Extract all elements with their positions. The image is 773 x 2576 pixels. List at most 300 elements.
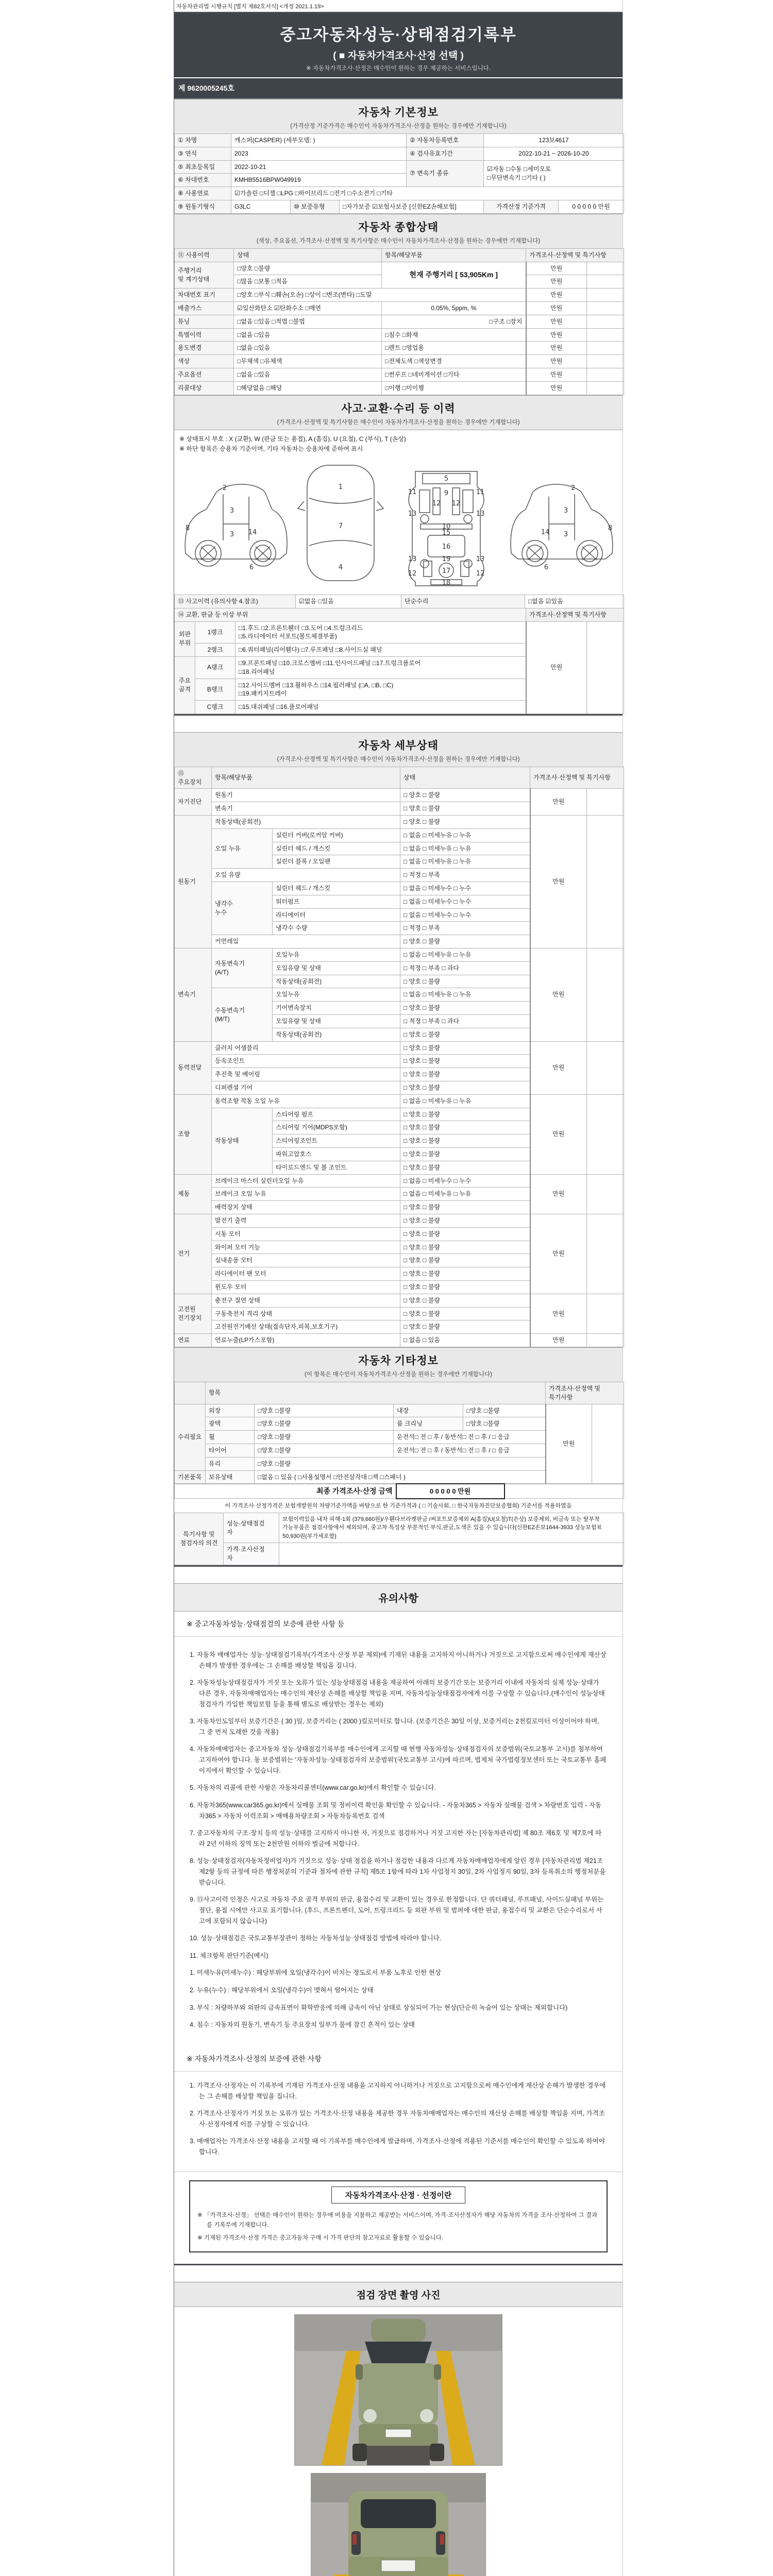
overall-cell[interactable]: □전체도색 □색상변경: [382, 355, 526, 368]
detail-cell: [587, 948, 624, 1042]
diagram-number: 10: [442, 522, 451, 531]
detail-cell: 수동변속기 (M/T): [212, 988, 273, 1041]
detail-cell: 추진축 및 베어링: [212, 1068, 400, 1081]
etc-cell: 항목: [206, 1382, 546, 1404]
final-price-table: [174, 1483, 624, 1499]
block-notice: [174, 1583, 623, 2265]
detail-cell: [587, 1041, 624, 1094]
acc2-cell: 1랭크: [195, 621, 236, 643]
diagram-number: 5: [444, 474, 449, 483]
etc-cell[interactable]: □양호 □불량: [463, 1417, 546, 1431]
basic1-cell: ⑦ 변속기 종류: [407, 160, 484, 187]
section-etc-subtitle: (이 항목은 매수인이 자동차가격조사·산정을 원하는 경우에만 기재합니다): [305, 1371, 492, 1378]
overall-cell: 주행거리 및 계기상태: [175, 262, 234, 289]
cautions-item: 1. 미세누유(미세누수) : 해당부위에 오일(냉각수)이 비치는 정도로서 부품 노후로 인한 현상: [190, 1969, 441, 1977]
detail-cell: 브레이크 마스터 실린더오일 누유: [212, 1174, 400, 1188]
detail-cell[interactable]: □ 양호 □ 불량: [400, 1307, 530, 1320]
basic1-cell: ⑤ 최초등록일: [175, 160, 231, 174]
basic1-cell: ② 자동차등록번호: [407, 134, 484, 147]
page-title: 중고자동차성능·상태점검기록부: [280, 26, 517, 44]
detail-cell[interactable]: □ 양호 □ 불량: [400, 1002, 530, 1015]
section-basic-title: 자동차 기본정보: [358, 107, 439, 118]
diagram-number: 12: [432, 499, 441, 507]
acc2-cell: [587, 621, 624, 714]
etc-cell: 수리필요: [175, 1404, 206, 1470]
detail-cell: 오일 누유: [212, 828, 273, 868]
detail-cell[interactable]: □ 양호 □ 불량: [400, 1294, 530, 1307]
detail-cell: 등속조인트: [212, 1055, 400, 1068]
detail-cell: 만원: [530, 1214, 587, 1294]
basic1-cell: KMHB5516BPW049919: [231, 174, 407, 187]
detail-cell: 실린더 헤드 / 개스킷: [273, 842, 400, 855]
detail-cell: 변속기: [175, 948, 212, 1042]
basic1-cell: ④ 검사유효기간: [407, 147, 484, 160]
final-cell: 최종 가격조사·산정 금액: [175, 1484, 396, 1499]
cautions-item: 1. 자동차 매매업자는 성능·상태점검기록부(가격조사·산정 부분 제외)에 기재된 내용을 고지하지 아니하거나 거짓으로 고지함으로써 매수인에게 재산상 손해가 발생한 경우에는 그 손해를 배상할 책임을 집니다.: [190, 1651, 607, 1669]
detail-cell: 구동축전지 격리 상태: [212, 1307, 400, 1320]
detail-cell: 커먼레일: [212, 935, 400, 948]
basic2-cell[interactable]: □자가보증 ☑보험사보증 [신한EZ손해보험]: [340, 200, 484, 213]
diagram-number: 7: [338, 522, 343, 530]
basic1-cell: 2022-10-21 ~ 2026-10-20: [484, 147, 624, 160]
detail-cell[interactable]: □ 양호 □ 불량: [400, 1068, 530, 1081]
section-overall-title: 자동차 종합상태: [358, 221, 439, 233]
detail-cell: [587, 789, 624, 816]
overall-cell: 용도변경: [175, 342, 234, 355]
detail-cell: 만원: [530, 1041, 587, 1094]
detail-cell[interactable]: □ 양호 □ 불량: [400, 816, 530, 829]
overall-cell: [587, 315, 624, 328]
detail-cell: 디퍼렌셜 기어: [212, 1081, 400, 1095]
detail-cell[interactable]: □ 없음 □ 미세누수 □ 누수: [400, 908, 530, 922]
overall-cell: ⑪ 사용이력: [175, 248, 234, 262]
detail-cell[interactable]: □ 양호 □ 불량: [400, 1280, 530, 1294]
overall-cell[interactable]: □구조 □장치: [382, 315, 526, 328]
service-note: ※ 자동차가격조사·산정은 매수인이 원하는 경우 제공하는 서비스입니다.: [306, 65, 491, 72]
etc-cell: 광택: [206, 1417, 255, 1431]
detail-cell: [587, 1094, 624, 1174]
detail-cell[interactable]: □ 적정 □ 부족 □ 과다: [400, 961, 530, 975]
section-etc-header: [174, 1347, 623, 1382]
detail-cell[interactable]: □ 양호 □ 불량: [400, 802, 530, 816]
detail-cell: 실린더 블록 / 오일팬: [273, 855, 400, 869]
status-symbol-legend: [174, 430, 623, 455]
detail-cell: 조향: [175, 1094, 212, 1174]
detail-cell: 제동: [175, 1174, 212, 1214]
acc1-cell: 단순수리: [401, 595, 525, 608]
opinion-cell: 보험이력있음 내차 피해-1회 (379,660원)/우휀다브라켓판금 /써포트보증제외 A(흠집)U(요철)T(손상) 보증제외, 비금속 또는 탈부착 가능부품은 점검사항에서 제외되며, 중고차 특성상 부분적인 부식,판금,도색은 있을 수 있습니다(신한EZ손보1644-3933 성능보험료 50,930원(부가세포함): [279, 1513, 624, 1543]
etc-cell[interactable]: □양호 □불량: [463, 1404, 546, 1417]
diagram-number: 12: [451, 499, 461, 507]
acc2-cell[interactable]: □15.대쉬패널 □16.플로어패널: [236, 701, 526, 714]
overall-cell[interactable]: □침수 □화재: [382, 328, 526, 342]
detail-cell[interactable]: □ 양호 □ 불량: [400, 1254, 530, 1267]
detail-cell: 실린더 헤드 / 개스킷: [273, 882, 400, 895]
overall-cell[interactable]: □양호 □부식 □훼손(오손) □상이 □변조(변타) □도말: [234, 289, 526, 302]
overall-cell: 만원: [526, 355, 587, 368]
overall-cell: 차대번호 표기: [175, 289, 234, 302]
acc1-cell[interactable]: ☑없음 □있음: [296, 595, 401, 608]
detail-cell: 라디에이터: [273, 908, 400, 922]
detail-cell[interactable]: □ 적정 □ 부족 □ 과다: [400, 1015, 530, 1028]
detail-cell: 오일누유: [273, 948, 400, 962]
acc2-cell[interactable]: □6.쿼터패널(리어휀다) □7.루프패널 □8.사이드실 패널: [236, 643, 526, 657]
basic1-cell: 캐스퍼(CASPER) (세부모델: ): [231, 134, 407, 147]
overall-cell[interactable]: □양호 □불량: [234, 262, 382, 275]
overall-cell: 만원: [526, 289, 587, 302]
price_notes-item: 2. 가격조사·산정자가 거짓 또는 오류가 있는 가격조사·산정 내용을 제공한 경우 자동차매매업자는 매수인의 재산상 손해를 배상할 책임을 지며, 가격조사·산정자에게 이를 구상할 수 있습니다.: [190, 2110, 605, 2128]
detail-cell: 워터펌프: [273, 895, 400, 908]
report-number: 제 9620005245호: [174, 78, 623, 99]
page-subtitle: ( ■ 자동차가격조사·산정 선택 ): [333, 50, 464, 61]
detail-cell: ⑮ 주요장치: [175, 767, 212, 789]
detail-cell[interactable]: □ 양호 □ 불량: [400, 1161, 530, 1174]
detail-cell: [587, 1334, 624, 1347]
cautions-item: 4. 자동차매매업자는 중고자동차 성능·상태점검기록부를 매수인에게 고지할 때 현행 자동차성능·상태점검자의 보증범위(국토교통부 고시)를 첨부하여 고지하여야 합니다. 동 보증범위는 '자동차성능·상태점검자의 보증범위'(국토교통부 고시)에 따르며, 법제처 국가법령정보센터 또는 국토교통부 홈페이지에서 확인할 수 있습니다.: [190, 1745, 607, 1774]
inspection-photo-rear: [311, 2473, 486, 2576]
detail-cell: 만원: [530, 789, 587, 816]
acc2-cell: 주요 골격: [175, 656, 195, 714]
acc2-cell[interactable]: □1.후드 □2.프론트휀더 □3.도어 □4.트렁크리드 □5.라디에이터 서포트(볼트체결부품): [236, 621, 526, 643]
diagram-number: 11: [476, 488, 485, 496]
overall-cell: [587, 289, 624, 302]
detail-cell: 브레이크 오일 누유: [212, 1188, 400, 1201]
cautions-item: 10. 성능·상태점검은 국토교통부장관이 정하는 자동차성능·상태점검 방법에 따라야 합니다.: [190, 1935, 442, 1942]
overall-state-table: [174, 248, 624, 395]
overall-cell: 현재 주행거리 [ 53,905Km ]: [382, 262, 526, 289]
diagram-number: 18: [442, 579, 451, 587]
etc-cell: 기본품목: [175, 1470, 206, 1484]
select_notes-item: ※ 「가격조사·산정」 선택은 매수인이 원하는 경우에 비용을 지불하고 제공받는 서비스이며, 가격·조사산정자가 해당 자동차의 가격을 조사·산정하여 그 결과를 기록부에 기재합니다.: [197, 2212, 598, 2228]
basic2-cell: ⑨ 원동기형식: [175, 200, 231, 213]
detail-cell[interactable]: □ 양호 □ 불량: [400, 1320, 530, 1334]
detail-cell[interactable]: □ 양호 □ 불량: [400, 1241, 530, 1254]
basic2-cell: 가격산정 기준가격: [484, 200, 559, 213]
cautions-item: 6. 자동차365(www.car365.go.kr)에서 실매물 조회 및 정비이력 확인을 확인할 수 있습니다. - 자동차365 > 자동차 실매물 검색 > 차량번호 입력 - 자동차365 > 자동차 이력조회 > 매매용차량조회 > 자동차등록번호 검색: [190, 1801, 602, 1820]
overall-cell: 만원: [526, 315, 587, 328]
overall-cell: [587, 275, 624, 289]
notice-subheading: ※ 중고자동차성능·상태점검의 보증에 관한 사항 등: [174, 1612, 623, 1637]
cautions-item: 3. 부식 : 차량하부와 외판의 금속표면이 화학반응에 의해 금속이 아닌 상태로 상실되어 가는 현상(단순히 녹슬어 있는 상태는 제외합니다): [190, 2004, 568, 2011]
detail-cell[interactable]: □ 양호 □ 불량: [400, 1028, 530, 1041]
etc-cell[interactable]: 운전석□ 전 □ 후 / 동반석□ 전 □ 후 / □ 응급: [394, 1431, 546, 1444]
etc-cell[interactable]: □양호 □불량: [255, 1404, 394, 1417]
detail-cell[interactable]: □ 양호 □ 불량: [400, 1214, 530, 1227]
overall-cell[interactable]: □없음 □있음 □적법 □불법: [234, 315, 382, 328]
overall-cell: 만원: [526, 301, 587, 315]
detail-cell: 연료누출(LP가스포함): [212, 1334, 400, 1347]
detail-cell[interactable]: □ 없음 □ 있음: [400, 1334, 530, 1347]
overall-cell: [587, 342, 624, 355]
detail-cell[interactable]: □ 양호 □ 불량: [400, 1055, 530, 1068]
section-accident-title: 사고·교환·수리 등 이력: [341, 402, 456, 415]
detail-cell[interactable]: □ 없음 □ 미세누수 □ 누수: [400, 882, 530, 895]
detail-cell: [587, 1214, 624, 1294]
overall-cell[interactable]: □없음 □있음: [234, 368, 382, 381]
detail-cell[interactable]: □ 양호 □ 불량: [400, 1201, 530, 1214]
cautions-item: 2. 자동차성능상태점검자가 거짓 또는 오류가 있는 성능상태점검 내용을 제공하여 아래의 보증기간 또는 보증거리 이내에 자동차의 실제 성능·상태가 다른 경우, 자동차매매업자는 매수인의 재산상 손해를 배상할 책임을 지며, 자동차성능상태점검자에게 이를 구상할 수 있습니다.(매수인이 성능상태점검자가 가입한 책임보험 등을 통해 별도로 배상받는 경우는 제외): [190, 1679, 605, 1708]
detail-cell[interactable]: □ 양호 □ 불량: [400, 1121, 530, 1134]
etc-cell[interactable]: □양호 □불량: [255, 1457, 546, 1470]
acc2-cell: B랭크: [195, 679, 236, 701]
etc-cell: 내장: [394, 1404, 463, 1417]
acc2-cell: A랭크: [195, 656, 236, 679]
section-basic-subtitle: (가격산정 기준가격은 매수인이 자동차가격조사·산정을 원하는 경우에만 기재합니다): [290, 123, 507, 129]
section-detail-header: [174, 732, 623, 767]
etc-cell[interactable]: □양호 □불량: [255, 1431, 394, 1444]
diagram-number: 2: [570, 484, 576, 492]
price_notes-item: 1. 가격조사·산정자는 이 기록부에 기재된 가격조사·산정 내용을 고지하지 아니하거나 거짓으로 고지함으로써 매수인에게 재산상 손해가 발생한 경우에는 그 손해를 배상할 책임을 집니다.: [190, 2081, 606, 2100]
etc-cell: 유리: [206, 1457, 255, 1470]
cautions-item: 7. 중고자동차의 구조·장치 등의 성능·상태를 고지하지 아니한 자, 거짓으로 점검하거나 거짓 고지한 자는 [자동차관리법] 제 80조 제6호 및 제7호에 따라 2년 이하의 징역 또는 2천만원 이하의 벌금에 처합니다.: [190, 1829, 602, 1848]
basic2-cell: ⑩ 보증유형: [291, 200, 340, 213]
diagram-number: 3: [229, 506, 234, 515]
diagram-number: 17: [442, 567, 451, 575]
price-notes-list: [174, 2072, 623, 2172]
price_notes-item: 3. 매매업자는 가격조사·산정 내용을 고지할 때 이 기록부를 매수인에게 발급하며, 가격조사·산정에 적용된 기준서를 매수인이 확인할 수 있도록 하여야 합니다.: [190, 2138, 605, 2156]
diagram-number: 6: [544, 563, 549, 571]
etc-cell: 휠: [206, 1431, 255, 1444]
etc-cell: 외장: [206, 1404, 255, 1417]
detail-cell: 스티어링 펌프: [273, 1108, 400, 1121]
detail-cell: 실린더 커버(로커암 커버): [273, 828, 400, 842]
etc-cell[interactable]: □없음 □ 있음 ( □사용설명서 □안전삼각대 □잭 □스패너 ): [255, 1470, 546, 1484]
acc2-cell: 2랭크: [195, 643, 236, 657]
detail-cell: 변속기: [212, 802, 400, 816]
block-detail: [174, 732, 623, 1567]
detail-cell[interactable]: □ 양호 □ 불량: [400, 789, 530, 802]
detail-cell: 만원: [530, 1094, 587, 1174]
detail-cell: 발전기 출력: [212, 1214, 400, 1227]
legend-line2: ※ 하단 항목은 승용차 기준이며, 기타 자동차는 승용차에 준하여 표시: [179, 445, 363, 452]
detail-cell[interactable]: □ 양호 □ 불량: [400, 1134, 530, 1148]
detail-cell: 자동변속기 (A/T): [212, 948, 273, 988]
acc2-cell: C랭크: [195, 701, 236, 714]
basic2-cell: G3LC: [231, 200, 291, 213]
notice-title: 유의사항: [174, 1584, 623, 1612]
overall-cell: 만원: [526, 368, 587, 381]
block-summary: [174, 99, 623, 716]
overall-cell[interactable]: □렌트 □영업용: [382, 342, 526, 355]
overall-cell[interactable]: □썬루프 □네비게이션 □기타: [382, 368, 526, 381]
final-cell: 0 0 0 0 0 만원: [396, 1484, 505, 1499]
detail-cell[interactable]: □ 양호 □ 불량: [400, 1108, 530, 1121]
overall-cell: 가격조사·산정액 및 특기사항: [526, 248, 624, 262]
block-photos: [174, 2282, 623, 2576]
cautions-item: 8. 성능·상태점검자(자동차정비업자)가 거짓으로 성능·상태 점검을 하거나 점검한 내용과 다르게 자동차매매업자에게 알린 경우 [자동차관리법 제21조 제2항 등의 규정에 따른 행정처분의 기준과 절차에 관한 규칙] 제5조 1항에 따라 1차 사업정지 30일, 2차 사업정지 90일, 3차 등록취소의 행정처분을 받습니다.: [190, 1857, 606, 1886]
acc2-cell[interactable]: □9.프론트패널 □10.크로스멤버 □11.인사이드패널 □17.트렁크플로어 □18.리어패널: [236, 656, 526, 679]
diagram-number: 6: [249, 563, 254, 571]
accident-history-table: [174, 595, 624, 608]
detail-cell: 라디에이터 팬 모터: [212, 1267, 400, 1281]
basic1-cell[interactable]: ☑가솔린 □디젤 □LPG □하이브리드 □전기 □수소전기 □기타: [231, 187, 624, 200]
etc-cell: [175, 1382, 206, 1404]
detail-cell[interactable]: □ 양호 □ 불량: [400, 1041, 530, 1055]
detail-cell: 연료: [175, 1334, 212, 1347]
detail-cell[interactable]: □ 양호 □ 불량: [400, 1148, 530, 1161]
basic-info-table: [174, 133, 624, 200]
overall-cell: 색상: [175, 355, 234, 368]
final-price-note: 이 가격조사·산정가격은 보험개발원의 차량기준가액을 바탕으로 한 기준가격과 ( □ 기술사회, □ 한국자동차진단보증협회) 기준서를 적용하였음: [174, 1499, 623, 1513]
section-detail-title: 자동차 세부상태: [358, 739, 439, 752]
detail-cell[interactable]: □ 양호 □ 불량: [400, 1267, 530, 1281]
detail-cell[interactable]: □ 없음 □ 미세누유 □ 누유: [400, 842, 530, 855]
diagram-number: 13: [476, 555, 485, 563]
detail-cell[interactable]: □ 양호 □ 불량: [400, 1227, 530, 1241]
overall-cell[interactable]: □많음 □보통 □적음: [234, 275, 382, 289]
basic1-cell: 2023: [231, 147, 407, 160]
cautions-item: 4. 침수 : 자동차의 원동기, 변속기 등 주요장치 일부가 물에 잠긴 흔적이 있는 상태: [190, 2021, 415, 2029]
overall-cell: [587, 381, 624, 395]
overall-cell[interactable]: □무채색 □유채색: [234, 355, 382, 368]
detail-cell[interactable]: □ 없음 □ 미세누유 □ 누유: [400, 855, 530, 869]
cautions-list: [174, 1637, 623, 2046]
detail-cell: 오일 유량: [212, 869, 400, 882]
etc-cell[interactable]: 운전석□ 전 □ 후 / 동반석□ 전 □ 후 / □ 응급: [394, 1444, 546, 1457]
inspection-photo-front: [294, 2314, 502, 2466]
section-accident-subtitle: (가격조사·산정액 및 특기사항은 매수인이 자동차가격조사·산정을 원하는 경우에만 기재합니다): [277, 419, 520, 426]
diagram-number: 13: [408, 555, 417, 563]
detail-cell[interactable]: □ 없음 □ 미세누유 □ 누유: [400, 1188, 530, 1201]
diagram-number: 13: [408, 510, 417, 518]
detail-cell[interactable]: □ 없음 □ 미세누수 □ 누수: [400, 895, 530, 908]
detail-cell: 만원: [530, 816, 587, 948]
detail-cell: 작동상태(공회전): [273, 1028, 400, 1041]
detail-cell: 클러치 어셈블리: [212, 1041, 400, 1055]
overall-cell[interactable]: □없음 □있음: [234, 328, 382, 342]
detail-cell: 고전원전기배선 상태(접속단자,피복,보호기구): [212, 1320, 400, 1334]
detail-cell[interactable]: □ 적정 □ 부족: [400, 869, 530, 882]
section-overall-subtitle: (색상, 주요옵션, 가격조사·산정액 및 특기사항은 매수인이 자동차가격조사·산정을 원하는 경우에만 기재합니다): [256, 238, 541, 244]
detail-cell: 만원: [530, 948, 587, 1042]
diagram-number: 15: [442, 529, 451, 537]
diagram-number: 8: [608, 524, 613, 532]
car-diagram-area: [174, 455, 623, 595]
overall-cell: [587, 328, 624, 342]
diagram-number: 4: [338, 563, 343, 571]
diagram-number: 11: [408, 488, 417, 496]
overall-cell: 배출가스: [175, 301, 234, 315]
overall-cell: 만원: [526, 381, 587, 395]
detail-cell[interactable]: □ 양호 □ 불량: [400, 975, 530, 988]
detail-cell: 항목/해당부품: [212, 767, 400, 789]
detail-cell: 오일누유: [273, 988, 400, 1002]
basic1-cell: ① 차명: [175, 134, 231, 147]
acc1-cell[interactable]: □없음 ☑있음: [525, 595, 624, 608]
overall-cell: 0.05%, 5ppm, %: [382, 301, 526, 315]
basic1-cell[interactable]: ☑자동 □수동 □세미오토 □무단변속기 □기타 ( ): [484, 160, 624, 187]
overall-cell: [587, 355, 624, 368]
overall-cell: 리콜대상: [175, 381, 234, 395]
cautions-item: 5. 자동차의 리콜에 관한 사항은 자동차리콜센터(www.car.go.kr)에서 확인할 수 있습니다.: [190, 1784, 436, 1792]
detail-cell: 동력조향 작동 오일 누유: [212, 1094, 400, 1108]
photos-title: 점검 장면 촬영 사진: [174, 2282, 623, 2307]
detail-cell: 만원: [530, 1174, 587, 1214]
detail-cell: 배력장치 상태: [212, 1201, 400, 1214]
detail-cell: 냉각수 누수: [212, 882, 273, 935]
basic1-cell: 2022-10-21: [231, 160, 407, 174]
final-cell: [505, 1484, 624, 1499]
diagram-number: 3: [563, 506, 568, 515]
acc2-cell[interactable]: □12.사이드멤버 □13.휠하우스 □14.필러패널 (□A, □B, □C) □19.패키지트레이: [236, 679, 526, 701]
car-panel-diagram: [174, 458, 624, 587]
section-etc-title: 자동차 기타정보: [358, 1354, 439, 1367]
detail-cell: 충전구 절연 상태: [212, 1294, 400, 1307]
select_notes-item: ※ 기재된 가격조사·산정 가격은 중고자동차 구매 시 가격 판단의 참고자료로 활용할 수 있습니다.: [197, 2234, 444, 2241]
etc-cell: 룸 크리닝: [394, 1417, 463, 1431]
overall-cell: 상태: [234, 248, 382, 262]
overall-cell[interactable]: □없음 □있음: [234, 342, 382, 355]
acc2-cell: 만원: [526, 621, 587, 714]
detail-cell: 기어변속장치: [273, 1002, 400, 1015]
acc2-cell: 가격조사·산정액 및 특기사항: [526, 608, 624, 621]
diagram-number: 8: [185, 524, 190, 532]
detail-cell: 타이로드엔드 및 볼 조인트: [273, 1161, 400, 1174]
diagram-number: 3: [563, 530, 568, 538]
legend-line1: ※ 상태표시 부호 : X (교환), W (판금 또는 용접), A (흠집), U (요철), C (부식), T (손상): [179, 435, 406, 443]
overall-cell: 만원: [526, 342, 587, 355]
detail-cell: 자기진단: [175, 789, 212, 816]
detail-cell[interactable]: □ 없음 □ 미세누유 □ 누유: [400, 948, 530, 962]
diagram-number: 14: [541, 528, 550, 536]
diagram-number: 3: [229, 530, 234, 538]
etc-cell[interactable]: □양호 □불량: [255, 1444, 394, 1457]
diagram-number: 1: [338, 483, 343, 491]
detail-cell[interactable]: □ 없음 □ 미세누유 □ 누유: [400, 1094, 530, 1108]
overall-cell: 만원: [526, 275, 587, 289]
detail-cell: 동력전달: [175, 1041, 212, 1094]
overall-cell[interactable]: ☑일산화탄소 ☑탄화수소 □매연: [234, 301, 382, 315]
overall-cell: 만원: [526, 328, 587, 342]
detail-cell[interactable]: □ 없음 □ 미세누유 □ 누유: [400, 988, 530, 1002]
basic2-cell: 0 0 0 0 0 만원: [559, 200, 624, 213]
detail-cell[interactable]: □ 양호 □ 불량: [400, 1081, 530, 1095]
section-detail-subtitle: (가격조사·산정액 및 특기사항은 매수인이 자동차가격조사·산정을 원하는 경우에만 기재합니다): [277, 756, 520, 762]
overall-cell: 튜닝: [175, 315, 234, 328]
cautions-item: 11. 체크항목 판단기준(예시): [190, 1952, 268, 1959]
price-survey-select-box: [189, 2180, 608, 2252]
detail-cell[interactable]: □ 없음 □ 미세누유 □ 누유: [400, 828, 530, 842]
detail-cell: 만원: [530, 1294, 587, 1333]
detail-cell: 오일유량 및 상태: [273, 961, 400, 975]
overall-cell: 항목/해당부품: [382, 248, 526, 262]
overall-cell: 주요옵션: [175, 368, 234, 381]
etc-cell: 보유상태: [206, 1470, 255, 1484]
detail-cell: 오일유량 및 상태: [273, 1015, 400, 1028]
law-note: 자동차관리법 시행규칙 [별지 제82호서식] <개정 2021.1.19>: [174, 0, 623, 13]
detail-cell[interactable]: □ 없음 □ 미세누수 □ 누수: [400, 1174, 530, 1188]
etc-cell[interactable]: □양호 □불량: [255, 1417, 394, 1431]
overall-cell[interactable]: □해당없음 □해당: [234, 381, 382, 395]
section-overall-header: [174, 214, 623, 249]
detail-cell[interactable]: □ 적정 □ 부족: [400, 922, 530, 935]
detail-cell: 와이퍼 모터 기능: [212, 1241, 400, 1254]
overall-cell[interactable]: □이행 □미이행: [382, 381, 526, 395]
overall-cell: [587, 368, 624, 381]
detail-cell: [587, 1294, 624, 1333]
basic-info-table2: [174, 200, 624, 214]
detail-cell: 원동기: [212, 789, 400, 802]
detail-cell[interactable]: □ 양호 □ 불량: [400, 935, 530, 948]
diagram-number: 16: [442, 543, 451, 551]
detail-cell: 원동기: [175, 816, 212, 948]
diagram-number: 19: [442, 555, 451, 563]
detail-cell: 냉각수 수량: [273, 922, 400, 935]
detail-cell: 스티어링 기어(MDPS포함): [273, 1121, 400, 1134]
detail-cell: 작동상태(공회전): [212, 816, 400, 829]
overall-cell: [587, 262, 624, 275]
detail-cell: 상태: [400, 767, 530, 789]
